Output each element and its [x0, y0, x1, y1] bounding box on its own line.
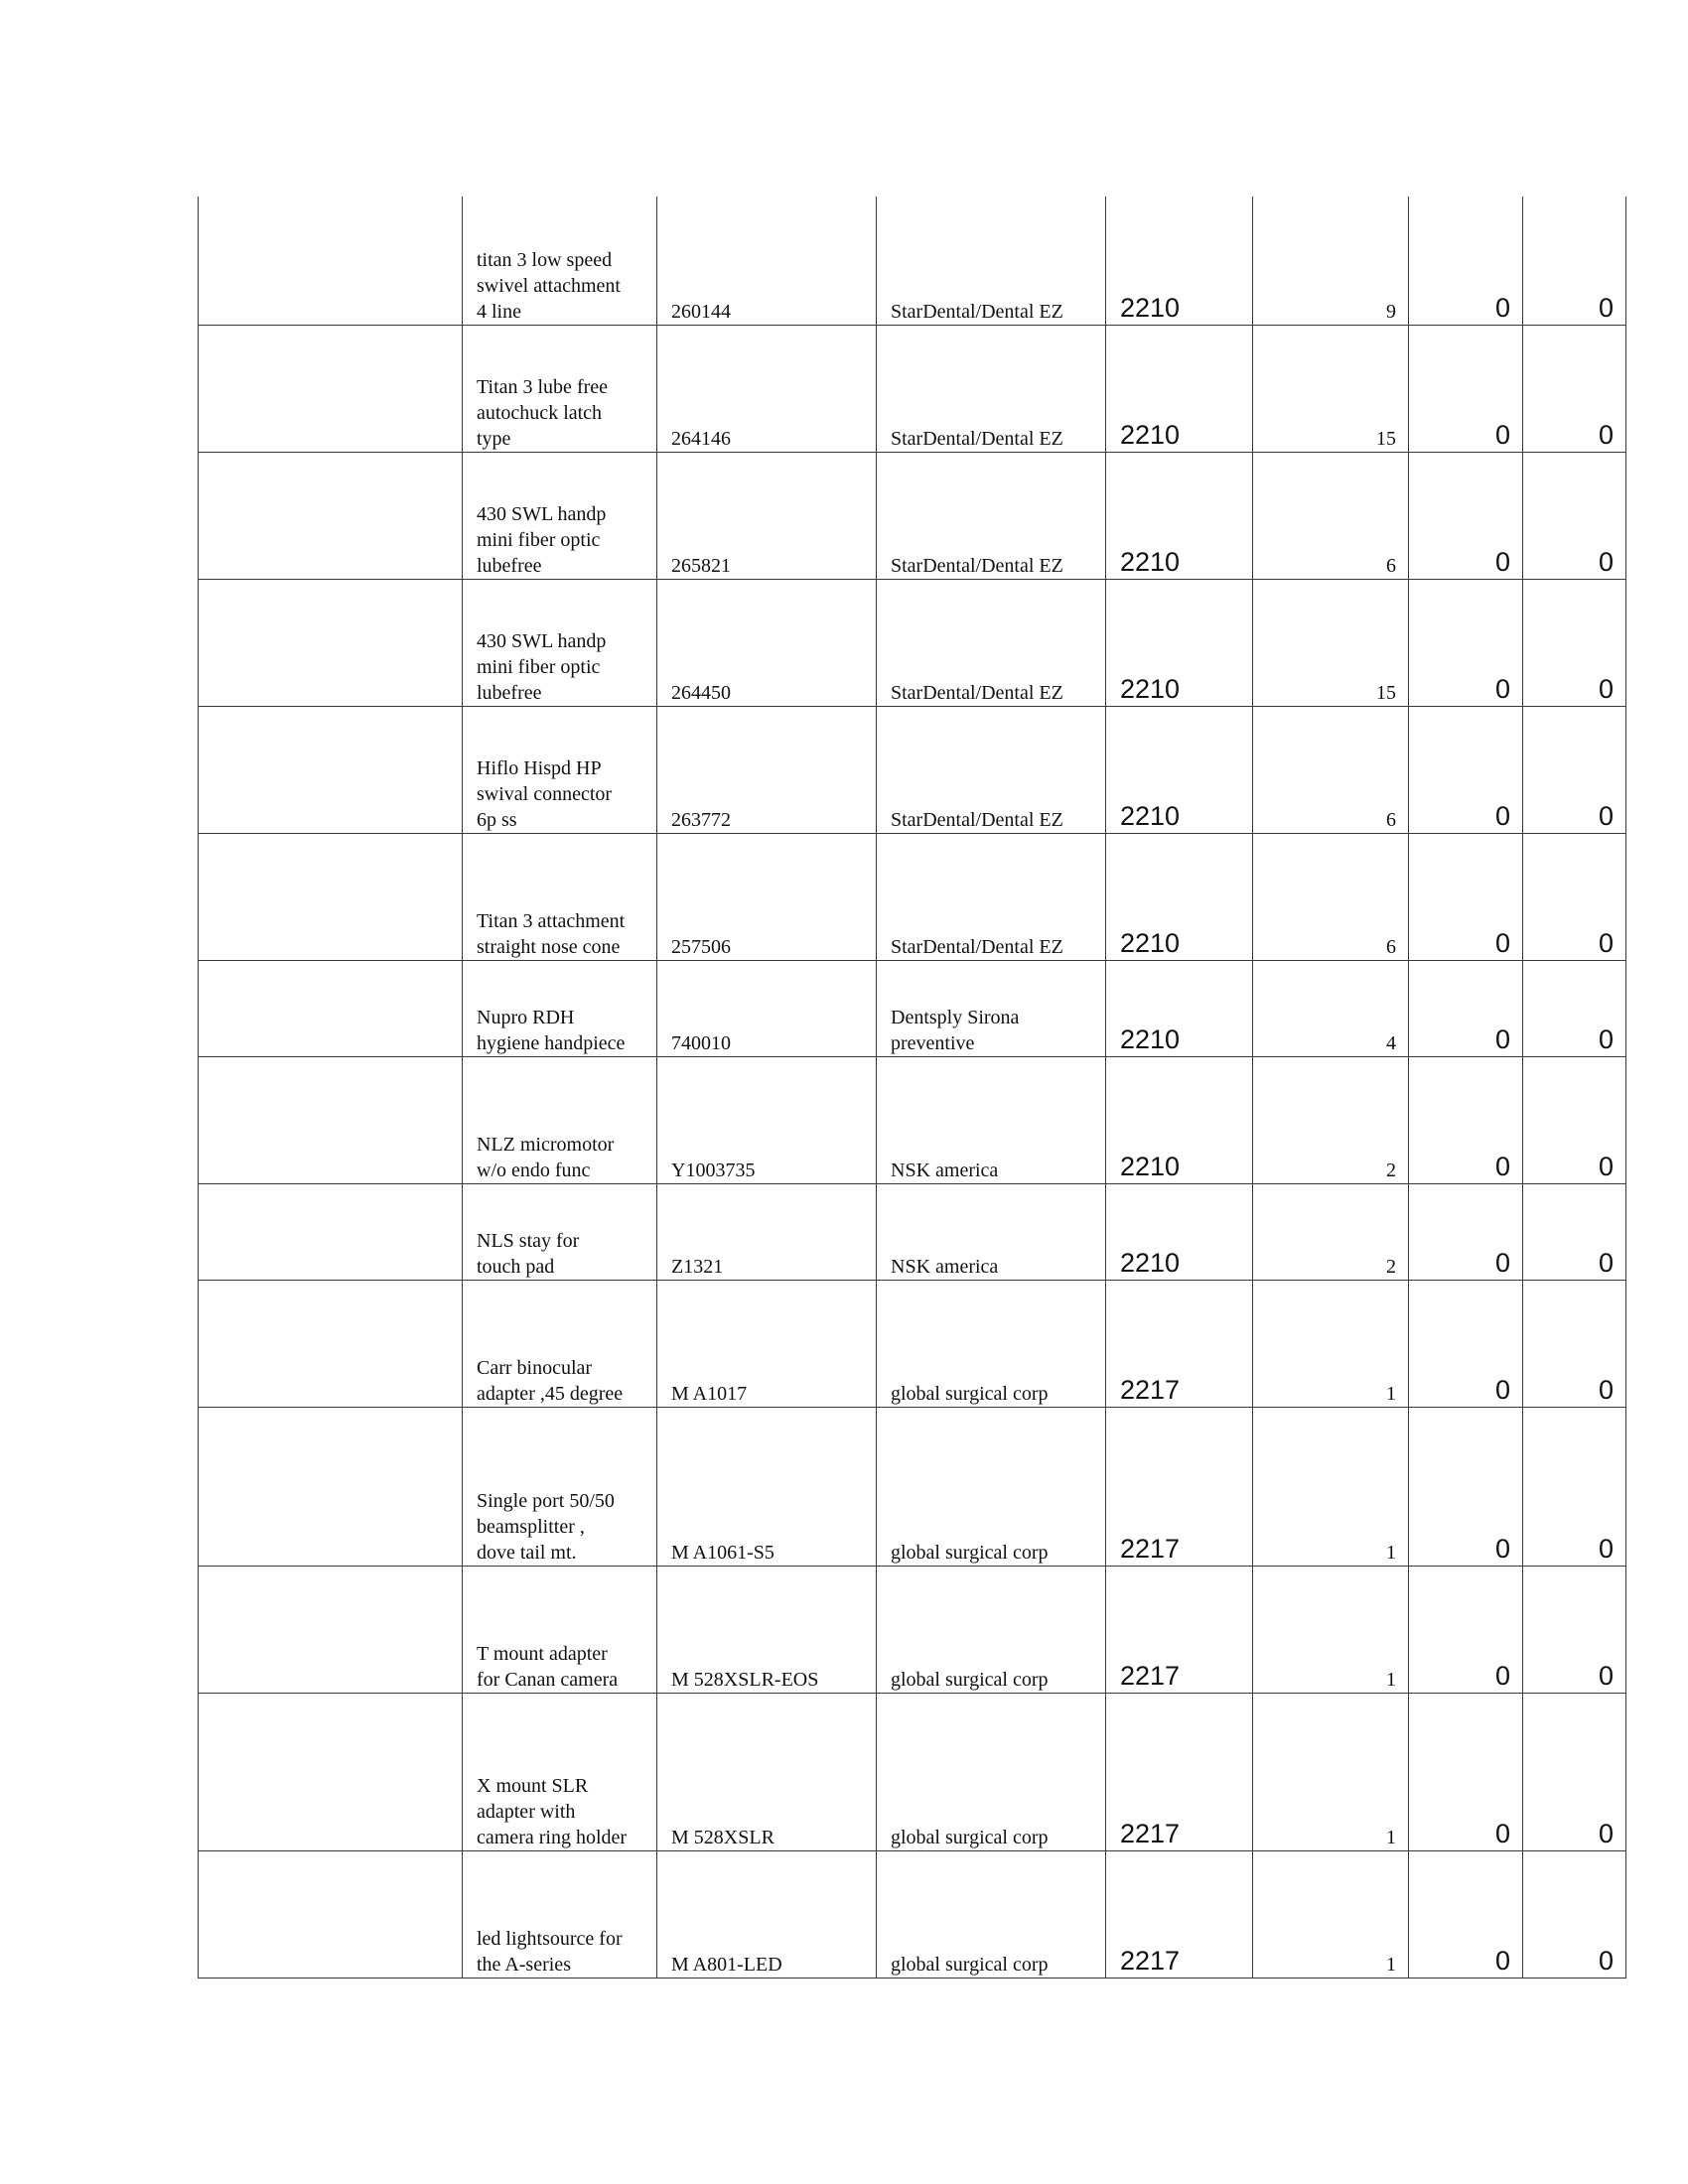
- part-number-cell: 740010: [657, 960, 877, 1056]
- description-cell: titan 3 low speed swivel attachment 4 line: [463, 197, 657, 325]
- table-row: [199, 833, 1626, 960]
- quantity-cell: 6: [1253, 706, 1409, 833]
- description-cell: Carr binocular adapter ,45 degree: [463, 1280, 657, 1407]
- quantity-cell: 1: [1253, 1566, 1409, 1693]
- quantity-cell: 2: [1253, 1056, 1409, 1183]
- code-cell: 2210: [1106, 706, 1253, 833]
- value-cell: 0: [1409, 1850, 1523, 1978]
- code-cell: 2217: [1106, 1566, 1253, 1693]
- blank-cell: [199, 197, 463, 325]
- quantity-cell: 15: [1253, 325, 1409, 452]
- code-cell: 2210: [1106, 1183, 1253, 1280]
- part-number-cell: M A1017: [657, 1280, 877, 1407]
- description-cell: 430 SWL handp mini fiber optic lubefree: [463, 452, 657, 579]
- blank-cell: [199, 579, 463, 706]
- value-cell: 0: [1409, 1183, 1523, 1280]
- vendor-cell: global surgical corp: [877, 1566, 1106, 1693]
- blank-cell: [199, 1407, 463, 1566]
- value-cell: 0: [1409, 960, 1523, 1056]
- value-cell: 0: [1523, 706, 1626, 833]
- description-cell: Single port 50/50 beamsplitter , dove tail mt.: [463, 1407, 657, 1566]
- quantity-cell: 1: [1253, 1850, 1409, 1978]
- blank-cell: [199, 1280, 463, 1407]
- part-number-cell: 265821: [657, 452, 877, 579]
- value-cell: 0: [1523, 1183, 1626, 1280]
- vendor-cell: StarDental/Dental EZ: [877, 833, 1106, 960]
- value-cell: 0: [1409, 1566, 1523, 1693]
- value-cell: 0: [1409, 579, 1523, 706]
- code-cell: 2210: [1106, 579, 1253, 706]
- vendor-cell: StarDental/Dental EZ: [877, 197, 1106, 325]
- value-cell: 0: [1523, 833, 1626, 960]
- vendor-cell: NSK america: [877, 1183, 1106, 1280]
- quantity-cell: 1: [1253, 1280, 1409, 1407]
- blank-cell: [199, 833, 463, 960]
- vendor-cell: Dentsply Sirona preventive: [877, 960, 1106, 1056]
- value-cell: 0: [1523, 1407, 1626, 1566]
- quantity-cell: 1: [1253, 1407, 1409, 1566]
- value-cell: 0: [1409, 325, 1523, 452]
- table-row: [199, 1407, 1626, 1566]
- code-cell: 2210: [1106, 960, 1253, 1056]
- quantity-cell: 6: [1253, 452, 1409, 579]
- vendor-cell: global surgical corp: [877, 1280, 1106, 1407]
- table-row: [199, 706, 1626, 833]
- code-cell: 2210: [1106, 833, 1253, 960]
- quantity-cell: 4: [1253, 960, 1409, 1056]
- description-cell: Hiflo Hispd HP swival connector 6p ss: [463, 706, 657, 833]
- blank-cell: [199, 1850, 463, 1978]
- description-cell: 430 SWL handp mini fiber optic lubefree: [463, 579, 657, 706]
- value-cell: 0: [1523, 1280, 1626, 1407]
- vendor-cell: StarDental/Dental EZ: [877, 325, 1106, 452]
- vendor-cell: StarDental/Dental EZ: [877, 452, 1106, 579]
- vendor-cell: StarDental/Dental EZ: [877, 579, 1106, 706]
- value-cell: 0: [1523, 1693, 1626, 1850]
- code-cell: 2217: [1106, 1407, 1253, 1566]
- value-cell: 0: [1523, 197, 1626, 325]
- description-cell: Titan 3 lube free autochuck latch type: [463, 325, 657, 452]
- part-number-cell: M 528XSLR: [657, 1693, 877, 1850]
- table-row: [199, 325, 1626, 452]
- quantity-cell: 6: [1253, 833, 1409, 960]
- quantity-cell: 15: [1253, 579, 1409, 706]
- table-row: [199, 452, 1626, 579]
- blank-cell: [199, 1183, 463, 1280]
- description-cell: Titan 3 attachment straight nose cone: [463, 833, 657, 960]
- blank-cell: [199, 1693, 463, 1850]
- value-cell: 0: [1409, 197, 1523, 325]
- description-cell: led lightsource for the A-series: [463, 1850, 657, 1978]
- table-row: [199, 1056, 1626, 1183]
- vendor-cell: StarDental/Dental EZ: [877, 706, 1106, 833]
- value-cell: 0: [1409, 452, 1523, 579]
- value-cell: 0: [1523, 1566, 1626, 1693]
- table-row: [199, 197, 1626, 325]
- description-cell: Nupro RDH hygiene handpiece: [463, 960, 657, 1056]
- part-number-cell: M 528XSLR-EOS: [657, 1566, 877, 1693]
- part-number-cell: M A801-LED: [657, 1850, 877, 1978]
- vendor-cell: NSK america: [877, 1056, 1106, 1183]
- code-cell: 2217: [1106, 1693, 1253, 1850]
- quantity-cell: 2: [1253, 1183, 1409, 1280]
- description-cell: T mount adapter for Canan camera: [463, 1566, 657, 1693]
- code-cell: 2217: [1106, 1850, 1253, 1978]
- code-cell: 2210: [1106, 197, 1253, 325]
- value-cell: 0: [1409, 1280, 1523, 1407]
- value-cell: 0: [1523, 325, 1626, 452]
- value-cell: 0: [1409, 706, 1523, 833]
- table-row: [199, 1566, 1626, 1693]
- code-cell: 2210: [1106, 325, 1253, 452]
- value-cell: 0: [1523, 452, 1626, 579]
- table-row: [199, 1693, 1626, 1850]
- blank-cell: [199, 960, 463, 1056]
- blank-cell: [199, 452, 463, 579]
- value-cell: 0: [1409, 1056, 1523, 1183]
- quantity-cell: 9: [1253, 197, 1409, 325]
- description-cell: NLS stay for touch pad: [463, 1183, 657, 1280]
- part-number-cell: 264146: [657, 325, 877, 452]
- value-cell: 0: [1523, 579, 1626, 706]
- blank-cell: [199, 1566, 463, 1693]
- table-row: [199, 1280, 1626, 1407]
- description-cell: X mount SLR adapter with camera ring holder: [463, 1693, 657, 1850]
- code-cell: 2210: [1106, 452, 1253, 579]
- blank-cell: [199, 1056, 463, 1183]
- quantity-cell: 1: [1253, 1693, 1409, 1850]
- vendor-cell: global surgical corp: [877, 1407, 1106, 1566]
- table-row: [199, 1850, 1626, 1978]
- part-number-cell: Z1321: [657, 1183, 877, 1280]
- part-number-cell: M A1061-S5: [657, 1407, 877, 1566]
- value-cell: 0: [1523, 960, 1626, 1056]
- part-number-cell: 264450: [657, 579, 877, 706]
- description-cell: NLZ micromotor w/o endo func: [463, 1056, 657, 1183]
- table-row: [199, 1183, 1626, 1280]
- table-row: [199, 579, 1626, 706]
- vendor-cell: global surgical corp: [877, 1850, 1106, 1978]
- table-row: [199, 960, 1626, 1056]
- value-cell: 0: [1409, 1407, 1523, 1566]
- blank-cell: [199, 325, 463, 452]
- part-number-cell: 260144: [657, 197, 877, 325]
- part-number-cell: Y1003735: [657, 1056, 877, 1183]
- blank-cell: [199, 706, 463, 833]
- part-number-cell: 257506: [657, 833, 877, 960]
- part-number-cell: 263772: [657, 706, 877, 833]
- code-cell: 2217: [1106, 1280, 1253, 1407]
- value-cell: 0: [1409, 1693, 1523, 1850]
- value-cell: 0: [1523, 1056, 1626, 1183]
- vendor-cell: global surgical corp: [877, 1693, 1106, 1850]
- inventory-table: [198, 197, 1626, 1979]
- code-cell: 2210: [1106, 1056, 1253, 1183]
- value-cell: 0: [1523, 1850, 1626, 1978]
- value-cell: 0: [1409, 833, 1523, 960]
